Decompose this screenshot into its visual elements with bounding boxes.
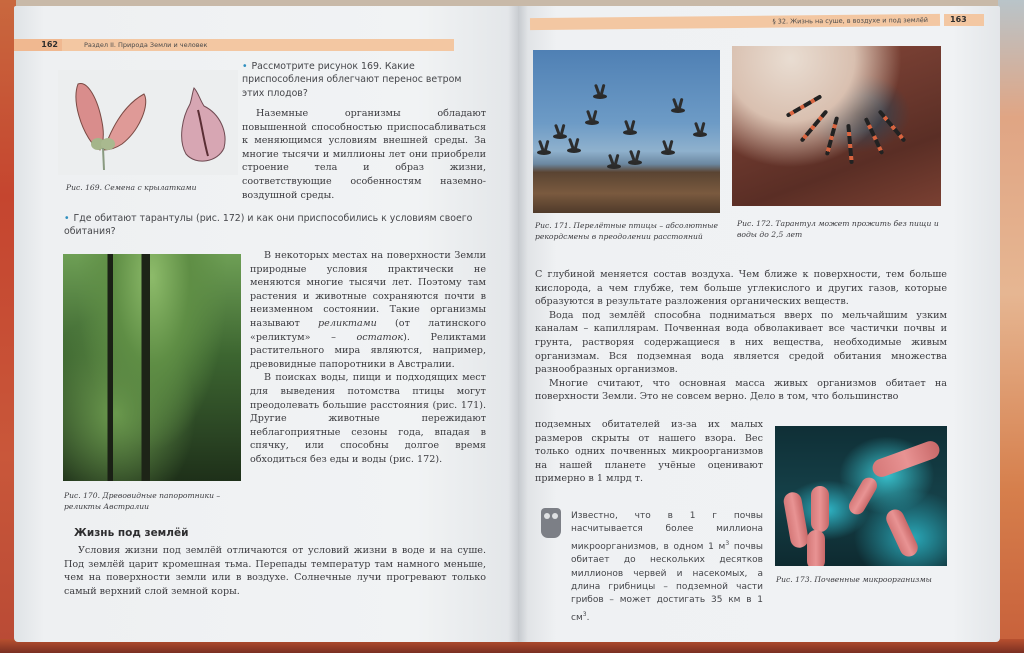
left-page-header xyxy=(14,39,454,51)
paragraph-air-composition: С глубиной меняется состав воздуха. Чем ближе к поверхности, тем больше кислорода, а чем глубже, тем больше углекислого и других газов, которые образуются в результате разложения органических веществ. xyxy=(535,269,947,308)
right-main-text xyxy=(535,268,947,404)
paragraph-underground-conditions: Условия жизни под землёй отличаются от условий жизни в воде и на суше. Под землёй царит кромешная тьма. Перепады температур там намного меньше, чем на поверхности земли или в воздухе. Солнечные лучи прогревают только самый верхний слой земной коры. xyxy=(64,545,486,597)
paragraph-relicts: В некоторых местах на поверхности Земли природные условия практически не меняются многие тысячи лет. Поэтому там растения и животные сохраняются почти в неизменном состоянии. Такие организмы называют реликтами (от латинского «реликтум» – остаток). Реликтами растительного мира являются, например, древовидные папоротники в Австралии. В поисках воды, пищи и подходящих мест для выведения потомства птицы могут преодолевать большие расстояния (рис. 171). Другие животные пережидают неблагоприятные сезоны года, впадая в спячку, или способны долгое время обходиться без еды и воды (рис. 172). xyxy=(250,250,486,465)
paragraph-capillaries: Вода под землёй способна подниматься вверх по мельчайшим узким каналам – капиллярам. Почвенная вода обволакивает все частички почвы и грунта, растворяя содержащиеся в них вещества, необходимые живым организмам. Вся подземная вода является средой обитания множества разнообразных организмов. xyxy=(535,309,947,376)
figure-170-caption: Рис. 170. Древовидные папоротники – реликты Австралии xyxy=(64,491,221,511)
term-remainder: остаток xyxy=(356,331,404,343)
figure-170-tree-ferns xyxy=(63,254,241,481)
question-tarantulas: • Где обитают тарантулы (рис. 172) и как они приспособились к условиям своего обитания? xyxy=(64,213,473,238)
figure-169-winged-seeds xyxy=(58,70,238,175)
figure-172-tarantula xyxy=(732,46,941,206)
figure-172-caption: Рис. 172. Тарантул может прожить без пищи и воды до 2,5 лет xyxy=(737,219,939,239)
paragraph-organism-mass: Многие считают, что основная масса живых организмов обитает на поверхности Земли. Это не совсем верно. Дело в том, что большинство xyxy=(535,377,947,403)
running-title-right: § 32. Жизнь на суше, в воздухе и под землёй xyxy=(772,15,929,26)
book-cover-edge-right xyxy=(998,0,1024,653)
page-number-right: 163 xyxy=(944,14,984,26)
paragraph-organism-mass-continued: подземных обитателей из-за их малых размеров скрыты от нашего взора. Вес только одних почвенных микроорганизмов на нашей планете учёные оценивают примерно в 1 млрд т. xyxy=(535,419,763,485)
term-relicts: реликтами xyxy=(318,317,377,329)
page-number-left: 162 xyxy=(14,39,62,51)
figure-173-caption: Рис. 173. Почвенные микроорганизмы xyxy=(776,575,932,584)
figure-173-soil-microorganisms xyxy=(775,426,947,566)
fact-box-soil: Известно, что в 1 г почвы насчитывается более миллиона микроорганизмов, в одном 1 $м^3$ почвы обитает до нескольких десятков миллионов червей и насекомых, а длина грибницы – подземной части грибов – может достигать 35 км в 1 $см^3$. xyxy=(571,511,763,623)
section-heading-underground: Жизнь под землёй xyxy=(74,527,189,539)
paragraph-migration: В поисках воды, пищи и подходящих мест для выведения потомства птицы могут преодолевать большие расстояния (рис. 171). Другие животные пережидают неблагоприятные сезоны года, впадая в спячку, или способны долгое время обходиться без еды и воды (рис. 172). xyxy=(250,372,486,465)
figure-171-caption: Рис. 171. Перелётные птицы – абсолютные рекордсмены в преодолении расстояний xyxy=(535,221,718,241)
figure-171-migratory-birds xyxy=(533,50,720,213)
paragraph-terrestrial-organisms: Наземные организмы обладают повышенной способностью приспосабливаться к меняющимся условиям внешней среды. За многие тысячи и миллионы лет они приобрели строение тела и образ жизни, соответствующие особенностям наземно-воздушной среды. xyxy=(242,108,486,201)
question-169: • Рассмотрите рисунок 169. Какие приспособления облегчают перенос ветром этих плодов? xyxy=(242,61,462,99)
book-gutter xyxy=(508,6,528,642)
bullet-icon: • xyxy=(64,213,70,224)
bullet-icon: • xyxy=(242,61,248,72)
running-title-left: Раздел II. Природа Земли и человек xyxy=(84,41,208,49)
figure-169-caption: Рис. 169. Семена с крылатками xyxy=(66,183,197,192)
maple-seed-illustration xyxy=(58,70,238,175)
